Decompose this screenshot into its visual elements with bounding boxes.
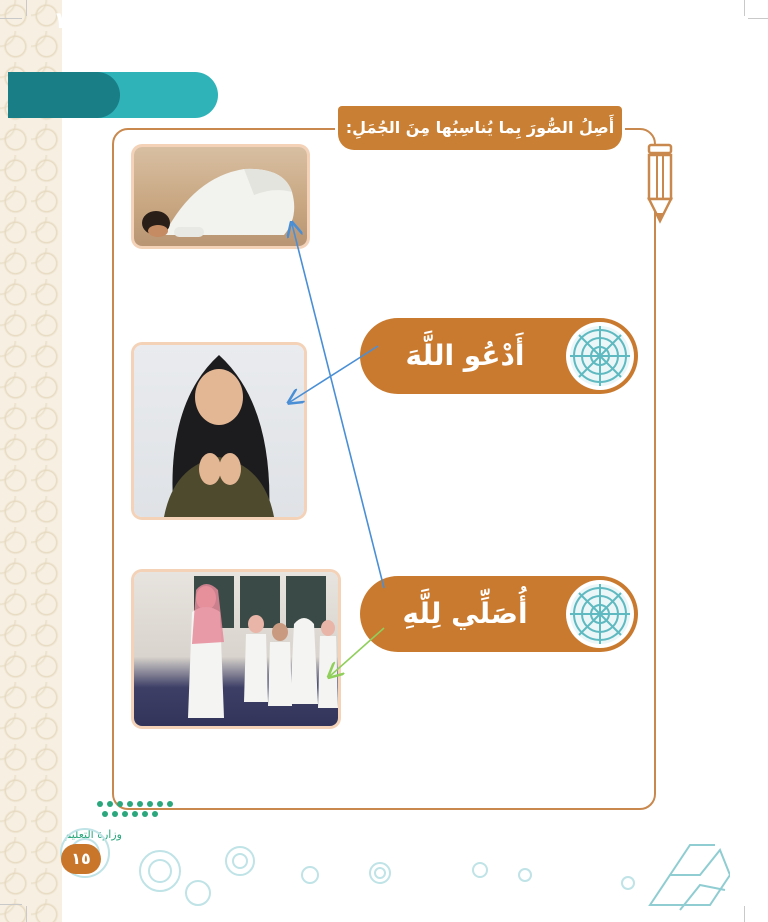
footer-rosettes xyxy=(50,815,730,920)
crop-mark xyxy=(748,18,768,19)
left-decorative-band xyxy=(0,0,62,922)
sentence-card-prayer[interactable] xyxy=(360,576,638,652)
crop-mark xyxy=(26,906,27,922)
instruction-banner: أَصِلُ الصُّورَ بِما يُناسِبُها مِنَ الجُمَلِ: xyxy=(338,106,622,150)
activity-number-box xyxy=(8,72,120,118)
sentence-text: أَدْعُو اللَّهَ xyxy=(405,339,525,372)
activity-tab xyxy=(8,72,218,118)
crop-mark xyxy=(744,906,745,922)
page-number-badge: ١٥ xyxy=(61,844,101,874)
crop-mark xyxy=(26,0,27,16)
ministry-name: وزارة التعليم xyxy=(64,828,122,841)
sentence-text: أُصَلِّي لِلَّهِ xyxy=(402,597,528,630)
girl-illustration xyxy=(134,345,304,517)
ornament-rosette-icon xyxy=(566,580,634,648)
sentence-card-dua[interactable] xyxy=(360,318,638,394)
crop-mark xyxy=(0,18,22,19)
activity-title: نشاط xyxy=(129,8,195,34)
photo-family-praying[interactable] xyxy=(134,572,338,726)
activity-number: ١ xyxy=(52,8,68,34)
photo-boy-prostrating[interactable] xyxy=(134,147,307,246)
crop-mark xyxy=(0,904,22,905)
pencil-icon xyxy=(646,143,674,225)
crop-mark xyxy=(744,0,745,16)
family-illustration xyxy=(134,572,338,726)
ornament-rosette-icon xyxy=(566,322,634,390)
prostrating-illustration xyxy=(134,147,307,246)
photo-girl-making-dua[interactable] xyxy=(134,345,304,517)
